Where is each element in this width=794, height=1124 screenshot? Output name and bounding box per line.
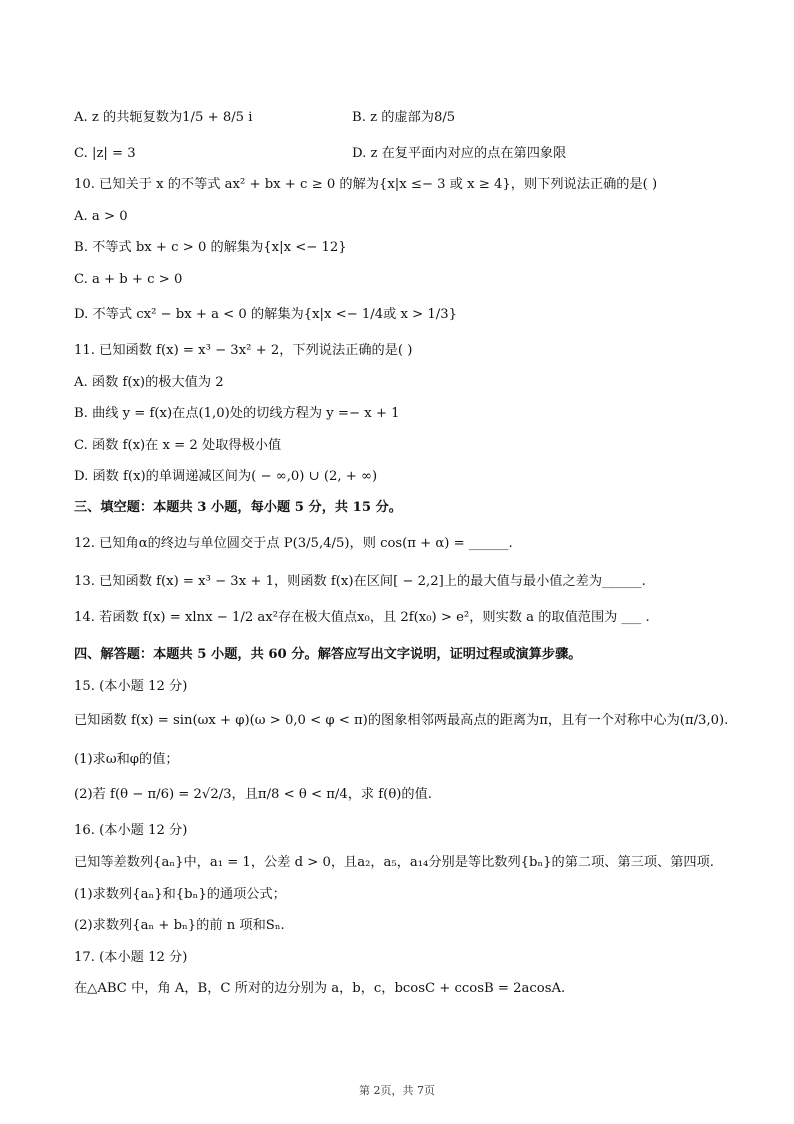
q15-stem: 已知函数 f(x) = sin(ωx + φ)(ω > 0,0 < φ < π)的图象相邻两最高点的距离为π，且有一个对称中心为(π/3,0). [74, 713, 729, 728]
q10-option-d: D. 不等式 cx² − bx + a < 0 的解集为{x|x <− 1/4或 x > 1/3} [74, 307, 458, 322]
q9-option-c: C. |z| = 3 [74, 146, 136, 161]
q16-part-2: (2)求数列{aₙ + bₙ}的前 n 项和Sₙ. [74, 918, 285, 933]
q12-stem: 12. 已知角α的终边与单位圆交于点 P(3/5,4/5)，则 cos(π + α) = ______. [74, 536, 513, 551]
q11-option-c: C. 函数 f(x)在 x = 2 处取得极小值 [74, 438, 282, 453]
q16-stem: 已知等差数列{aₙ}中，a₁ = 1，公差 d > 0，且a₂，a₅，a₁₄分别是等比数列{bₙ}的第二项、第三项、第四项. [74, 855, 715, 870]
section-3-header: 三、填空题：本题共 3 小题，每小题 5 分，共 15 分。 [74, 500, 402, 515]
q13-stem: 13. 已知函数 f(x) = x³ − 3x + 1，则函数 f(x)在区间[ − 2,2]上的最大值与最小值之差为______. [74, 574, 646, 589]
q11-stem: 11. 已知函数 f(x) = x³ − 3x² + 2，下列说法正确的是( ) [74, 343, 413, 358]
q17-stem: 在△ABC 中，角 A，B，C 所对的边分别为 a，b，c，bcosC + ccosB = 2acosA. [74, 981, 566, 996]
page-footer: 第 2页，共 7页 [359, 1084, 435, 1097]
q16-part-1: (1)求数列{aₙ}和{bₙ}的通项公式； [74, 887, 286, 902]
q10-option-a: A. a > 0 [74, 209, 128, 224]
q10-option-b: B. 不等式 bx + c > 0 的解集为{x|x <− 12} [74, 240, 347, 255]
q9-option-a: A. z 的共轭复数为1/5 + 8/5 i [74, 110, 253, 125]
q16-title: 16. (本小题 12 分) [74, 823, 188, 838]
section-4-header: 四、解答题：本题共 5 小题，共 60 分。解答应写出文字说明，证明过程或演算步骤。 [74, 647, 582, 662]
q11-option-b: B. 曲线 y = f(x)在点(1,0)处的切线方程为 y =− x + 1 [74, 406, 400, 421]
q10-option-c: C. a + b + c > 0 [74, 272, 183, 287]
q17-title: 17. (本小题 12 分) [74, 950, 188, 965]
q9-option-b: B. z 的虚部为8/5 [352, 110, 456, 125]
q11-option-d: D. 函数 f(x)的单调递减区间为( − ∞,0) ∪ (2, + ∞) [74, 469, 378, 484]
q10-stem: 10. 已知关于 x 的不等式 ax² + bx + c ≥ 0 的解为{x|x ≤− 3 或 x ≥ 4}，则下列说法正确的是( ) [74, 177, 658, 192]
q15-part-1: (1)求ω和φ的值； [74, 752, 179, 767]
q11-option-a: A. 函数 f(x)的极大值为 2 [74, 375, 224, 390]
q14-stem: 14. 若函数 f(x) = xlnx − 1/2 ax²存在极大值点x₀，且 2f(x₀) > e²，则实数 a 的取值范围为 ___ . [74, 610, 650, 625]
q15-title: 15. (本小题 12 分) [74, 679, 188, 694]
q15-part-2: (2)若 f(θ − π/6) = 2√2/3，且π/8 < θ < π/4，求 f(θ)的值. [74, 787, 432, 802]
q9-option-d: D. z 在复平面内对应的点在第四象限 [352, 146, 567, 161]
